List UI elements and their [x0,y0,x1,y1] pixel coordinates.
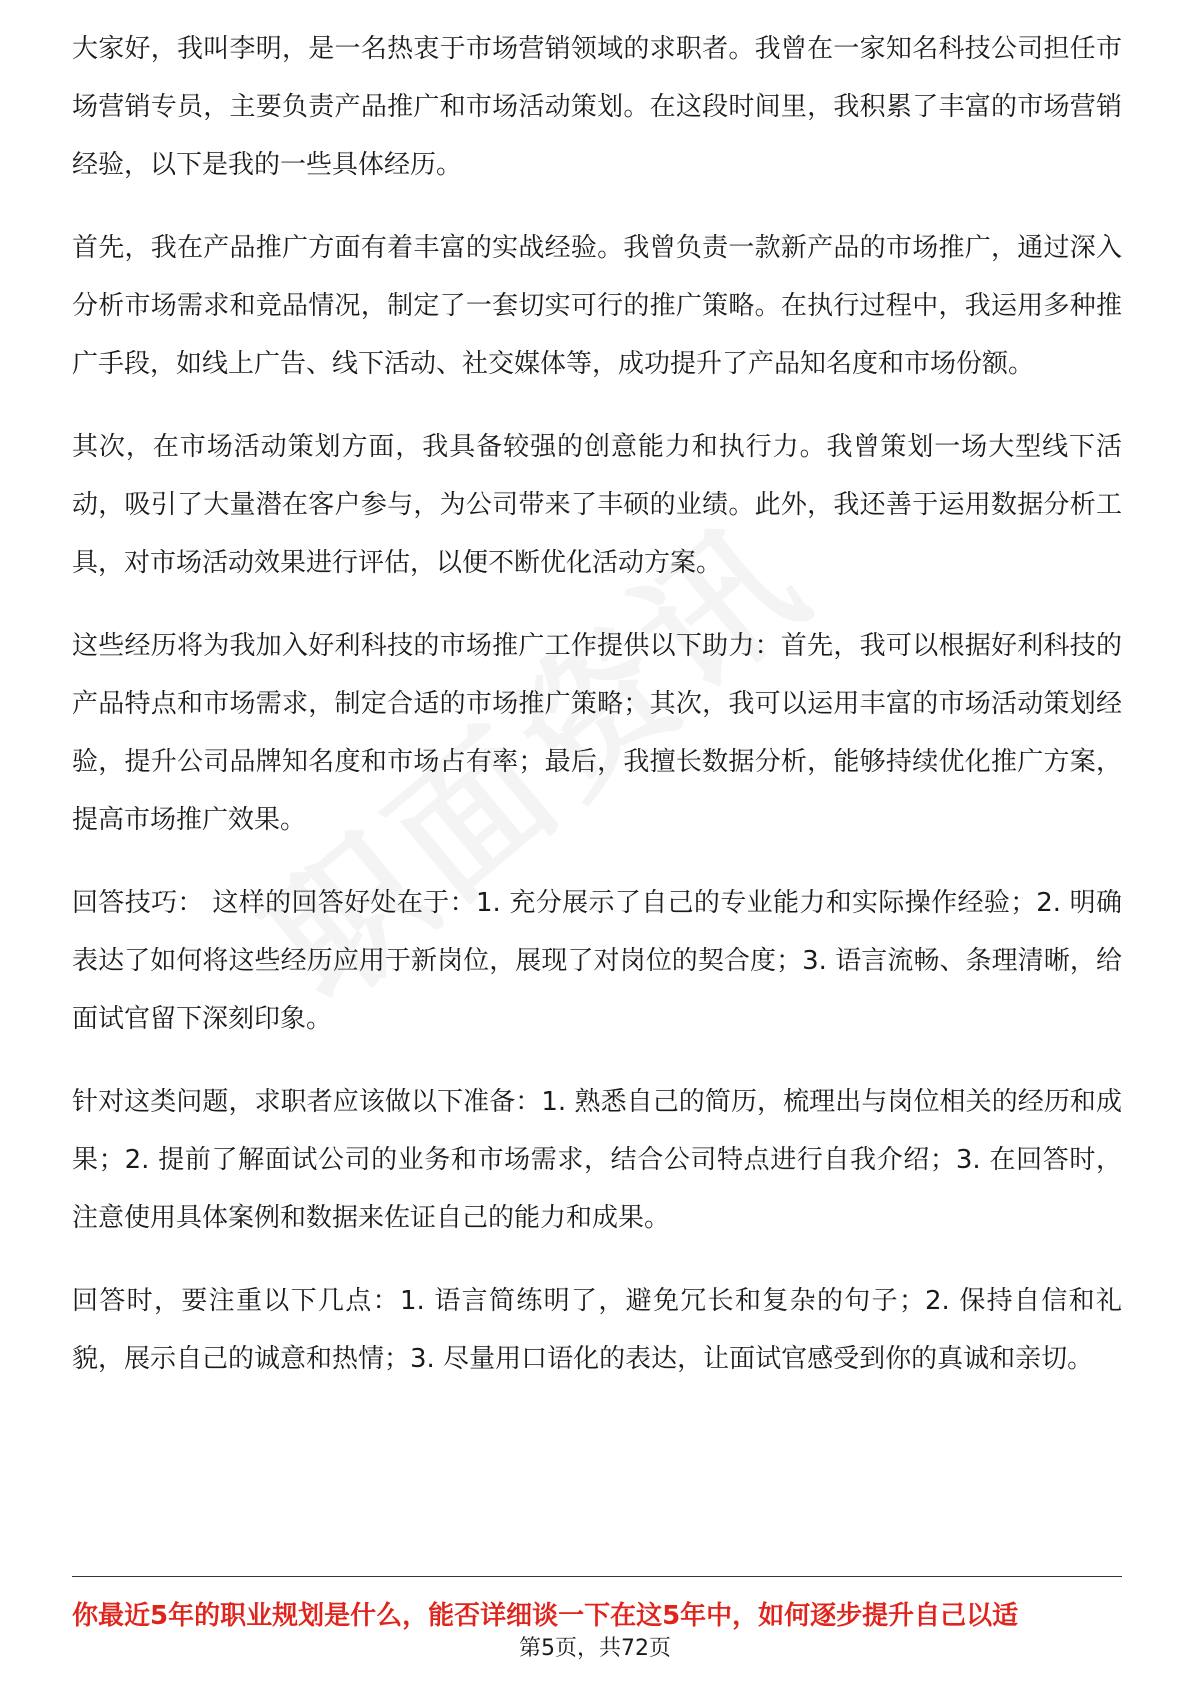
paragraph-answer-notes: 回答时，要注重以下几点：1. 语言简练明了，避免冗长和复杂的句子；2. 保持自信和礼貌，展示自己的诚意和热情；3. 尽量用口语化的表达，让面试官感受到你的真诚和亲切。 [72,1286,1122,1374]
paragraph-intro: 大家好，我叫李明，是一名热衷于市场营销领域的求职者。我曾在一家知名科技公司担任市场营销专员，主要负责产品推广和市场活动策划。在这段时间里，我积累了丰富的市场营销经验，以下是我的一些具体经历。 [72,34,1122,180]
paragraph-preparation: 针对这类问题，求职者应该做以下准备：1. 熟悉自己的简历，梳理出与岗位相关的经历和成果；2. 提前了解面试公司的业务和市场需求，结合公司特点进行自我介绍；3. 在回答时，注意使用具体案例和数据来佐证自己的能力和成果。 [72,1087,1122,1233]
page-number-footer: 第5页，共72页 [519,1636,671,1661]
paragraph-product-promotion: 首先，我在产品推广方面有着丰富的实战经验。我曾负责一款新产品的市场推广，通过深入分析市场需求和竞品情况，制定了一套切实可行的推广策略。在执行过程中，我运用多种推广手段，如线上广告、线下活动、社交媒体等，成功提升了产品知名度和市场份额。 [72,233,1122,379]
document-body [72,28,1122,1413]
next-question-heading: 你最近5年的职业规划是什么，能否详细谈一下在这5年中，如何逐步提升自己以适 [72,1601,1019,1631]
paragraph-answer-tips: 回答技巧： 这样的回答好处在于：1. 充分展示了自己的专业能力和实际操作经验；2. 明确表达了如何将这些经历应用于新岗位，展现了对岗位的契合度；3. 语言流畅、条理清晰，给面试官留下深刻印象。 [72,888,1122,1034]
paragraph-event-planning: 其次，在市场活动策划方面，我具备较强的创意能力和执行力。我曾策划一场大型线下活动，吸引了大量潜在客户参与，为公司带来了丰硕的业绩。此外，我还善于运用数据分析工具，对市场活动效果进行评估，以便不断优化活动方案。 [72,432,1122,578]
section-divider [72,1576,1122,1577]
paragraph-contribution: 这些经历将为我加入好利科技的市场推广工作提供以下助力：首先，我可以根据好利科技的产品特点和市场需求，制定合适的市场推广策略；其次，我可以运用丰富的市场活动策划经验，提升公司品牌知名度和市场占有率；最后，我擅长数据分析，能够持续优化推广方案，提高市场推广效果。 [72,631,1122,835]
